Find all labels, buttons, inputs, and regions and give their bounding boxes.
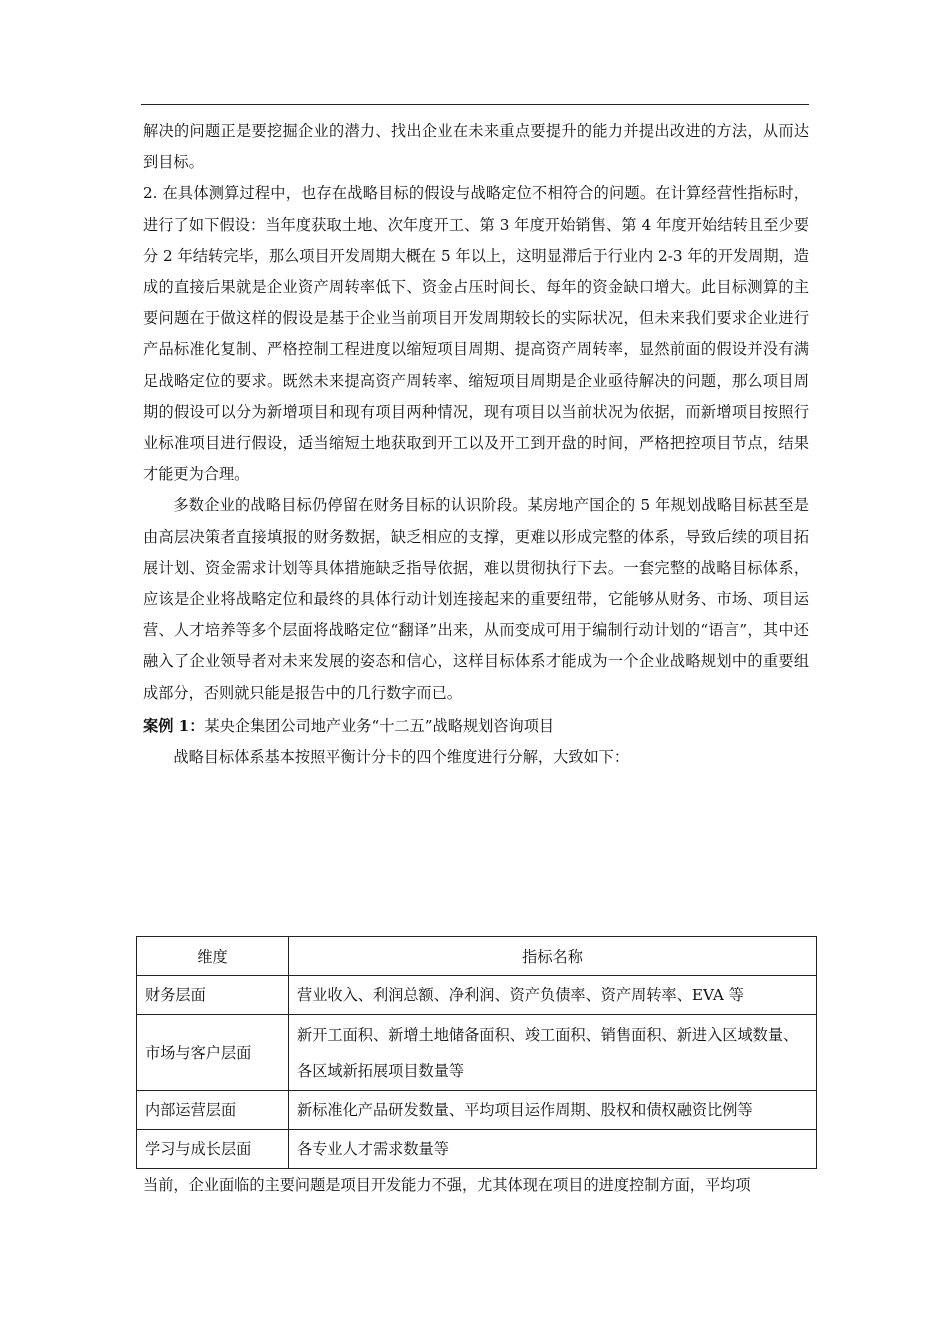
indicator-cell: 新标准化产品研发数量、平均项目运作周期、股权和债权融资比例等 <box>289 1091 817 1130</box>
table-row <box>137 1091 817 1130</box>
case-label: 案例 1： <box>143 716 205 735</box>
table-header-row <box>137 937 817 976</box>
dimension-cell: 财务层面 <box>137 976 289 1015</box>
table-row <box>137 1015 817 1091</box>
table-row <box>137 1130 817 1169</box>
header-dimension: 维度 <box>137 937 289 976</box>
dimension-cell: 市场与客户层面 <box>137 1015 289 1091</box>
case-title: 某央企集团公司地产业务“十二五”战略规划咨询项目 <box>204 716 555 735</box>
header-indicator: 指标名称 <box>289 937 817 976</box>
balanced-scorecard-table <box>136 936 817 1169</box>
dimension-cell: 学习与成长层面 <box>137 1130 289 1169</box>
paragraph-current-issue: 当前，企业面临的主要问题是项目开发能力不强，尤其体现在项目的进度控制方面，平均项 <box>143 1176 751 1194</box>
table-intro: 战略目标体系基本按照平衡计分卡的四个维度进行分解，大致如下： <box>173 748 630 767</box>
paragraph-strategy-goals: 多数企业的战略目标仍停留在财务目标的认识阶段。某房地产国企的 5 年规划战略目标甚至是由高层决策者直接填报的财务数据，缺乏相应的支撑，更难以形成完整的体系，导致后续的项目拓展计划、资金需求计划等具体措施缺乏指导依据，难以贯彻执行下去。一套完整的战略目标体系，应该是企业将战略定位和最终的具体行动计划连接起来的重要纽带，它能够从财务、市场、项目运营、人才培养等多个层面将战略定位“翻译”出来，从而变成可用于编制行动计划的“语言”，其中还融入了企业领导者对未来发展的姿态和信心，这样目标体系才能成为一个企业战略规划中的重要组成部分，否则就只能是报告中的几行数字而已。 <box>143 496 809 702</box>
header-rule <box>141 104 809 105</box>
indicator-cell: 新开工面积、新增土地储备面积、竣工面积、销售面积、新进入区域数量、各区域新拓展项目数量等 <box>289 1015 817 1091</box>
following-text <box>143 1170 809 1201</box>
paragraph-point-2: 2. 在具体测算过程中，也存在战略目标的假设与战略定位不相符合的问题。在计算经营性指标时，进行了如下假设：当年度获取土地、次年度开工、第 3 年度开始销售、第 4 年度开始结转且至少要分 2 年结转完毕，那么项目开发周期大概在 5 年以上，这明显滞后于行业内 2-3 年的开发周期，造成的直接后果就是企业资产周转率低下、资金占压时间长、每年的资金缺口增大。此目标测算的主要问题在于做这样的假设是基于企业当前项目开发周期较长的实际状况，但未来我们要求企业进行产品标准化复制、严格控制工程进度以缩短项目周期、提高资产周转率，显然前面的假设并没有满足战略定位的要求。既然未来提高资产周转率、缩短项目周期是企业亟待解决的问题，那么项目周期的假设可以分为新增项目和现有项目两种情况，现有项目以当前状况为依据，而新增项目按照行业标准项目进行假设，适当缩短土地获取到开工以及开工到开盘的时间，严格把控项目节点，结果才能更为合理。 <box>143 184 809 484</box>
table-row <box>137 976 817 1015</box>
indicator-cell: 营业收入、利润总额、净利润、资产负债率、资产周转率、EVA 等 <box>289 976 817 1015</box>
case-heading <box>143 711 809 742</box>
dimension-cell: 内部运营层面 <box>137 1091 289 1130</box>
paragraph-continuation: 解决的问题正是要挖掘企业的潜力、找出企业在未来重点要提升的能力并提出改进的方法，从而达到目标。 <box>143 122 809 172</box>
indicator-cell: 各专业人才需求数量等 <box>289 1130 817 1169</box>
document-body <box>143 116 809 773</box>
